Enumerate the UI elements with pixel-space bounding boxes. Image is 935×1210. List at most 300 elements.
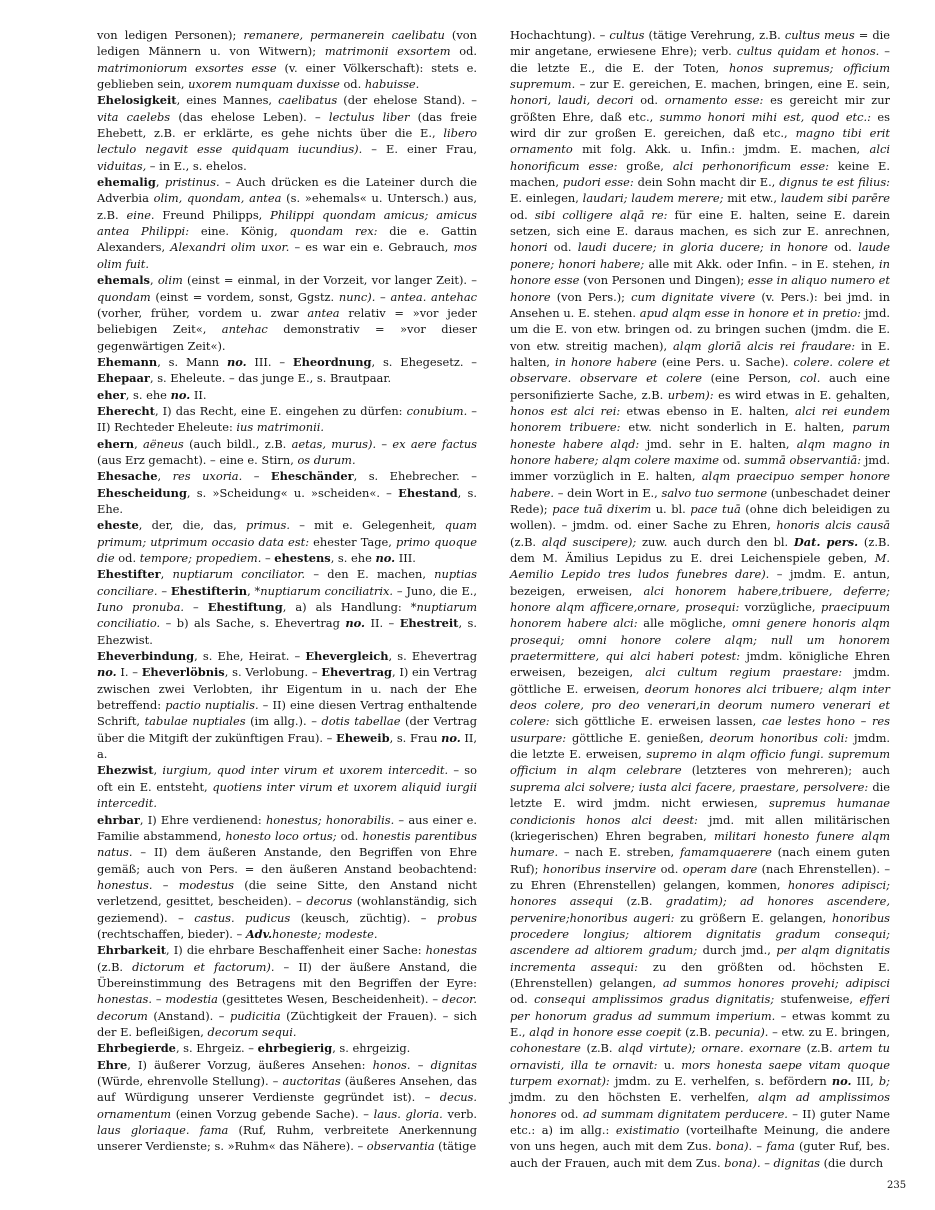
entry-text-run: honori, laudi, decori xyxy=(510,93,634,108)
entry-text-run: aetas, murus). xyxy=(291,436,377,451)
entry-text-run: ehestens xyxy=(274,551,331,565)
entry-text-run: , I) das Recht, eine E. eingehen zu dürfen: xyxy=(154,403,407,418)
entry-text-run: honori xyxy=(510,240,548,255)
entry-text-run: (der Vertrag über die Mitgift der zukünftigen Frau). – xyxy=(97,714,477,745)
entry-text-run: (Würde, ehrenvolle Stellung). – xyxy=(97,1074,283,1088)
entry-text-run: (einst = vordem, sonst, Ggstz. xyxy=(150,289,339,304)
entry-text-run: honos supremus; officium supremum. xyxy=(510,60,891,92)
entry-text-run: (v. einer Völkerschaft): stets e. geblieben sein, xyxy=(97,60,477,92)
entry-text-run: – xyxy=(760,1155,774,1170)
entry-text-run: alqm gloriā alcis rei fraudare: xyxy=(673,338,856,353)
entry-text-run: Ehesache xyxy=(97,469,158,484)
entry-text-run: – II) dem äußeren Anstande, den Begriffen von Ehre gemäß; auch von Pers. = den äußeren Anstand beobachtend: xyxy=(97,845,477,876)
entry-text-run: honoris alcis causā xyxy=(776,518,890,533)
entry-text-run: , s. Ehe. xyxy=(97,485,477,516)
entry-text-run: antea xyxy=(307,305,340,320)
entry-text-run: sich göttliche E. erweisen lassen, xyxy=(549,714,762,729)
entry-text-run: , xyxy=(134,436,143,451)
entry-text-run: – xyxy=(151,992,166,1007)
entry-text-run: laudem sibi parēre xyxy=(780,191,890,206)
entry-text-run: (auch bildl., z.B. xyxy=(183,436,292,451)
entry-text-run: alqm ad amplissimos honores xyxy=(510,1090,890,1121)
entry-text-run: ad summam dignitatem perducere. xyxy=(582,1106,788,1121)
entry-text-run: od. xyxy=(510,207,535,222)
entry-text-run: laus. gloria. xyxy=(373,1106,443,1121)
entry-text-run: caelibatus xyxy=(278,93,338,108)
entry-text-run: quotiens inter virum et uxorem aliquid iurgii intercedit. xyxy=(97,779,477,811)
entry-text-run: ehern xyxy=(97,436,135,451)
entry-text-run: Ehre xyxy=(97,1057,128,1072)
entry-text-run: – xyxy=(410,1057,431,1072)
entry-text-run: gradatim); ad honores ascendere, pervenire;honoribus augeri: xyxy=(510,894,890,925)
entry-text-run: Ehevertrag xyxy=(321,665,392,680)
entry-text-run: – Juno, die E., xyxy=(393,583,478,598)
entry-text-run: nuptiarum conciliatio. xyxy=(97,600,477,631)
entry-text-run: pace tuā xyxy=(690,501,741,516)
entry-text-run: , s. Ehegesetz. – xyxy=(371,354,477,369)
entry-text-run: , s. »Scheidung« u. »scheiden«. – xyxy=(186,485,399,500)
entry-text-run: etw. nicht sonderlich in E. halten, xyxy=(620,420,853,435)
entry-text-run: III. – xyxy=(246,354,293,369)
entry-text-run: castus. pudicus xyxy=(194,910,291,925)
entry-text-run: sibi colligere alqā re: xyxy=(534,207,668,222)
entry-text-run: alqm praecipuo semper honore habere. xyxy=(510,469,890,500)
entry-text-run: (Ruf, Ruhm, verbreitete Anerkennung unserer Verdienste; s. »Ruhm« das Nähere). – xyxy=(97,1123,477,1154)
entry-text-run: , s. Ehevertrag xyxy=(388,649,477,664)
entry-text-run: alci perhonorificum esse: xyxy=(672,158,829,173)
entry-text-run: (aus Erz gemacht). – eine e. Stirn, xyxy=(97,452,298,467)
entry-text-run: lectulus liber xyxy=(328,109,410,124)
entry-text-run: , s. ehe xyxy=(330,551,376,565)
entry-text-run: alci honorificum esse: xyxy=(510,142,890,173)
entry-text-run: decus. ornamentum xyxy=(97,1090,477,1121)
entry-text-run: (das ehelose Leben). – xyxy=(170,109,329,124)
entry-text-run: (z.B. xyxy=(97,959,133,974)
entry-text-run: jmdm. die letzte E. erweisen, xyxy=(510,730,891,762)
dictionary-entry xyxy=(97,1040,477,1056)
entry-text-run: (Anstand). – xyxy=(147,1008,231,1023)
entry-text-run: (von ledigen Männern u. von Witwern); xyxy=(97,28,477,59)
entry-text-run: , xyxy=(153,763,163,778)
dictionary-entry xyxy=(97,942,477,1040)
entry-text-run: alle mit Akk. oder Infin. – in E. stehen, xyxy=(644,256,880,271)
entry-text-run: Eheweib xyxy=(336,730,390,745)
entry-text-run: honestas. xyxy=(97,992,152,1007)
entry-text-run: vita caelebs xyxy=(97,109,171,124)
entry-text-run: cae lestes hono – res usurpare: xyxy=(510,714,890,745)
entry-text-run: , s. Ehezwist. xyxy=(97,616,477,647)
entry-text-run: – xyxy=(152,877,179,892)
entry-text-run: (s. »ehemals« u. Untersch.) aus, z.B. xyxy=(97,191,477,222)
entry-text-run: os durum. xyxy=(297,452,356,467)
entry-text-run: Alexandri olim uxor. xyxy=(170,240,290,255)
dictionary-entry xyxy=(97,174,477,272)
entry-text-run: III. xyxy=(395,551,416,565)
entry-text-run: dotis tabellae xyxy=(321,714,401,729)
entry-text-run: – xyxy=(375,289,391,304)
entry-text-run: od. xyxy=(510,992,535,1007)
entry-text-run: es wird dir zur großen E. gereichen, daß etc., xyxy=(510,109,890,141)
entry-text-run: fama xyxy=(766,1139,795,1154)
dictionary-entry xyxy=(97,436,477,469)
entry-text-run: eheste xyxy=(97,518,139,533)
entry-text-run: cum dignitate vivere xyxy=(631,289,756,304)
entry-text-run: Ehestiftung xyxy=(207,600,283,615)
entry-text-run: – xyxy=(242,469,271,484)
entry-text-run: , der, die, das, xyxy=(138,518,246,533)
entry-text-run: durch jmd., xyxy=(697,943,777,958)
entry-text-run: no. xyxy=(375,551,396,565)
entry-text-run: – b) als Sache, s. Ehevertrag xyxy=(160,616,346,631)
entry-text-run: operam dare xyxy=(682,861,758,876)
entry-text-run: verb. xyxy=(442,1106,478,1121)
entry-text-run: no. xyxy=(831,1074,852,1088)
entry-text-run: ehrbegierig xyxy=(257,1041,333,1056)
entry-text-run: pristinus. xyxy=(165,175,220,190)
entry-text-run: decorum sequi. xyxy=(207,1024,297,1039)
entry-text-run: – den E. machen, xyxy=(305,567,435,582)
entry-text-run: summo honori mihi est, quod etc.: xyxy=(659,109,871,124)
entry-text-run: ad summos honores provehi; adipisci xyxy=(662,975,890,990)
entry-text-run: Ehestifterin xyxy=(170,583,248,598)
entry-text-run: urbem): xyxy=(667,387,714,402)
entry-text-run: no. xyxy=(345,616,366,631)
entry-text-run: , xyxy=(160,567,173,582)
entry-text-run: od. xyxy=(656,861,683,876)
entry-text-run: – etw. zu E. bringen, xyxy=(768,1024,890,1039)
entry-text-run: bona). xyxy=(724,1155,761,1170)
entry-text-run: viduitas, xyxy=(97,158,147,173)
entry-text-run: res uxoria. xyxy=(172,469,243,484)
entry-text-run: dignitas xyxy=(430,1057,478,1072)
entry-text-run: libero lectulo negavit esse quidquam iucundius). xyxy=(97,126,477,157)
entry-text-run: (eine Pers. u. Sache). xyxy=(656,354,794,369)
entry-text-run: honoribus inservire xyxy=(542,861,657,876)
entry-text-run: remanere, permanerein caelibatu xyxy=(243,28,445,42)
entry-text-run: honestis parentibus natus. xyxy=(97,828,477,860)
dictionary-entry xyxy=(97,387,477,403)
entry-text-run: u. xyxy=(657,1057,682,1072)
entry-text-run: jmd. mit allen militärischen (kriegerischen) Ehren begraben, xyxy=(510,812,890,843)
entry-text-run: demonstrativ = »vor dieser gegenwärtigen Zeit«). xyxy=(97,322,477,353)
entry-text-run: mos olim fuit. xyxy=(97,240,477,271)
entry-text-run: (die seine Sitte, den Anstand nicht verletzend, gesittet, bescheiden). – xyxy=(97,877,477,909)
entry-text-run: no. xyxy=(97,665,117,680)
entry-text-run: es gereicht mir zur größten Ehre, daß etc., xyxy=(510,93,890,124)
entry-text-run: (v. Pers.): bei jmd. in Ansehen u. E. stehen. xyxy=(510,289,890,320)
dictionary-entry xyxy=(97,468,477,517)
entry-text-run: decor. decorum xyxy=(97,992,477,1023)
entry-text-run: eine. xyxy=(126,207,155,222)
entry-text-run: laude ponere; honori habere; xyxy=(510,240,890,271)
entry-text-run: auch eine personifizierte Sache, z.B. xyxy=(510,371,890,402)
entry-text-run: auctoritas xyxy=(282,1074,341,1088)
entry-text-run: pudori esse: xyxy=(562,175,634,190)
entry-text-run: ornare. exornare xyxy=(701,1041,801,1056)
entry-text-run: dictorum et factorum). xyxy=(132,959,275,974)
entry-text-run: parum honeste habere alqd: xyxy=(510,420,891,451)
entry-text-run: alci cultum regium praestare: xyxy=(645,665,843,680)
entry-text-run: (rechtschaffen, bieder). – xyxy=(97,926,246,941)
entry-text-run: od. xyxy=(719,452,745,467)
entry-text-run: , a) als Handlung: * xyxy=(282,600,417,615)
entry-text-run: , s. Verlobung. – xyxy=(224,665,322,680)
entry-text-run: Hochachtung). – xyxy=(510,28,610,42)
entry-text-run: stufenweise, xyxy=(774,992,860,1007)
entry-text-run: , eines Mannes, xyxy=(176,93,279,108)
entry-text-run: Eherecht xyxy=(97,403,155,418)
right-column xyxy=(510,27,890,1171)
entry-text-run: laudi ducere; in gloria ducere; in honore xyxy=(577,240,828,255)
entry-text-run: Dat. pers. xyxy=(793,534,859,549)
entry-text-run: Eheschänder xyxy=(270,469,354,484)
entry-text-run: göttliche E. genießen, xyxy=(566,730,710,745)
entry-text-run: cohonestare xyxy=(510,1041,581,1056)
entry-text-run: od. xyxy=(827,240,859,255)
entry-text-run: consequi amplissimos gradus dignitatis; xyxy=(534,992,775,1007)
entry-text-run: Adv. xyxy=(245,926,273,941)
entry-text-run: jmdm. zu den höchsten E. verhelfen, xyxy=(510,1090,759,1105)
entry-text-run: quam primum; utprimum occasio data est: xyxy=(97,518,477,549)
entry-text-run: ehemals xyxy=(97,273,150,288)
entry-text-run: jmdm. göttliche E. erweisen, xyxy=(510,665,891,696)
entry-text-run: decorus xyxy=(306,894,353,909)
entry-text-run: zuw. auch durch den bl. xyxy=(636,534,794,549)
entry-text-run: Ehevergleich xyxy=(305,649,389,664)
entry-text-run: antehac xyxy=(221,322,268,337)
entry-text-run: (guter Ruf, bes. auch der Frauen, auch mit dem Zus. xyxy=(510,1139,890,1170)
entry-text-run: existimatio xyxy=(615,1123,680,1138)
entry-text-run: suprema alci solvere; iusta alci facere, praestare, persolvere: xyxy=(510,779,869,794)
entry-text-run: Ehrbegierde xyxy=(97,1041,176,1056)
entry-text-run: per alqm dignitatis incrementa assequi: xyxy=(510,943,890,974)
entry-text-run: honores adipisci; honores assequi xyxy=(510,877,891,909)
entry-text-run: deorum honores alci tribuere; alqm inter deos colere, pro deo venerari,in deorum numero venerari et colere: xyxy=(510,681,890,729)
entry-text-run: , I) ein Vertrag zwischen zwei Verlobten, ihr Eigentum in u. nach der Ehe betreffend: xyxy=(97,665,477,713)
entry-text-run: große, xyxy=(617,158,673,173)
entry-text-run: od. xyxy=(339,77,365,92)
entry-text-run: etwas ebenso in E. halten, xyxy=(620,403,796,418)
entry-text-run: militari honesto funere alqm humare. xyxy=(510,828,890,860)
entry-text-run: observantia xyxy=(366,1139,435,1154)
entry-text-run: , xyxy=(155,175,166,190)
entry-text-run: od. xyxy=(450,44,478,59)
entry-text-run: , s. Mann xyxy=(157,354,227,369)
entry-text-run: alqd suscipere); xyxy=(541,534,637,549)
entry-text-run: – in E., s. ehelos. xyxy=(146,158,247,173)
entry-text-run: (äußeres Ansehen, das auf Würdigung unserer Verdienste gegründet ist). – xyxy=(97,1074,477,1105)
entry-text-run: (unbeschadet deiner Rede); xyxy=(510,485,890,516)
entry-text-run: – dein Wort in E., xyxy=(553,485,662,500)
entry-text-run: ehester Tage, xyxy=(309,534,396,549)
entry-text-run: (keusch, züchtig). – xyxy=(290,910,437,925)
entry-text-run: Freund Philipps, xyxy=(154,207,271,222)
entry-text-run: , I) Ehre verdienend: xyxy=(139,812,266,827)
entry-text-run: von ledigen Personen); xyxy=(97,28,244,42)
entry-text-run: , xyxy=(149,273,158,288)
entry-text-run: antea. antehac xyxy=(390,289,477,304)
entry-text-run: – xyxy=(157,583,171,598)
entry-text-run: honoribus procedere longius; altiorem dignitatis gradum consequi; ascendere ad altiorem gradum; xyxy=(510,910,890,958)
entry-text-run: (wohlanständig, sich geziemend). – xyxy=(97,894,478,925)
entry-text-run: (Züchtigkeit der Frauen). – sich der E. befleißigen, xyxy=(97,1008,477,1039)
entry-text-run: M. Aemilio Lepido tres ludos funebres dare). xyxy=(510,551,890,582)
entry-text-run: E. einlegen, xyxy=(510,191,583,206)
entry-text-run: od. xyxy=(556,1106,583,1121)
entry-text-run: Ehrbarkeit xyxy=(97,943,167,958)
entry-text-run: laudari; laudem merere; xyxy=(582,191,724,206)
entry-text-run: ex aere factus xyxy=(392,436,478,451)
entry-text-run: tempore; propediem. xyxy=(139,551,262,565)
entry-text-run: , s. Ehebrecher. – xyxy=(353,469,477,484)
entry-text-run: deorum honoribus coli: xyxy=(709,730,849,745)
entry-text-run: für eine E. halten, seine E. darein setzen, sich eine E. daraus machen, es sich zur E. anrechnen, xyxy=(510,207,890,239)
entry-text-run: conubium. xyxy=(406,403,468,418)
entry-text-run: colere. colere et observare. observare et colere xyxy=(510,354,891,386)
entry-text-run: Philippi quondam amicus; amicus antea Philippi: xyxy=(97,207,477,239)
entry-text-run: alqd virtute); xyxy=(618,1041,696,1056)
entry-text-run: (im allg.). – xyxy=(245,714,322,729)
entry-text-run: – xyxy=(752,1139,767,1154)
entry-text-run: – xyxy=(376,436,393,451)
entry-text-run: in E. halten, xyxy=(510,338,890,369)
entry-text-run: (einen Vorzug gebende Sache). – xyxy=(171,1106,374,1121)
entry-text-run: famamquaerere xyxy=(679,845,772,860)
entry-text-run: iurgium, quod inter virum et uxorem intercedit. xyxy=(162,763,449,778)
dictionary-entry xyxy=(510,27,890,1171)
entry-text-run: salvo tuo sermone xyxy=(661,485,768,500)
entry-text-run: apud alqm esse in honore et in pretio: xyxy=(639,305,861,320)
entry-text-run: dignitas xyxy=(773,1155,820,1170)
entry-text-run: omni genere honoris alqm prosequi; omni honore colere alqm; null um honorem praetermittere, qui alci haberi potest: xyxy=(510,616,890,664)
entry-text-run: – die letzte E., die E. der Toten, xyxy=(510,44,891,75)
entry-text-run: (nach Ehrenstellen). – zu Ehren (Ehrenstellen) gelangen, kommen, xyxy=(510,861,891,892)
entry-text-run: ehemalig xyxy=(97,175,156,190)
entry-text-run: quondam rex: xyxy=(289,224,378,239)
dictionary-entry xyxy=(97,272,477,354)
entry-text-run: Ehestand xyxy=(398,485,458,500)
entry-text-run: , s. Ehe, Heirat. – xyxy=(194,649,306,664)
entry-text-run: pecunia). xyxy=(714,1024,769,1039)
entry-text-run: , s. ehe xyxy=(125,387,171,402)
entry-text-run: II. xyxy=(190,387,207,402)
entry-text-run: eher xyxy=(97,387,126,402)
entry-text-run: honos. xyxy=(372,1057,411,1072)
entry-text-run: dein Sohn macht dir E., xyxy=(633,175,780,190)
entry-text-run: – etwas kommt zu E., xyxy=(510,1008,890,1039)
entry-text-run: Ehelosigkeit xyxy=(97,93,177,108)
entry-text-run: probus xyxy=(436,910,478,925)
entry-text-run: relativ = »vor jeder beliebigen Zeit«, xyxy=(97,305,477,337)
entry-text-run: honestus; honorabilis. xyxy=(265,812,395,827)
entry-text-run: od. xyxy=(633,93,665,108)
entry-text-run: (nach einem guten Ruf); xyxy=(510,845,890,876)
entry-text-run: od. xyxy=(114,551,140,565)
entry-text-run: no. xyxy=(441,730,461,745)
dictionary-entry xyxy=(97,27,477,92)
entry-text-run: (von Personen und Dingen); xyxy=(579,273,748,288)
entry-text-run: , s. Ehrgeiz. – xyxy=(175,1041,258,1056)
entry-text-run: (eine Person, xyxy=(701,371,800,386)
entry-text-run: (von Pers.); xyxy=(550,289,632,304)
entry-text-run: (z.B. xyxy=(613,894,666,909)
entry-text-run: – xyxy=(261,551,275,565)
entry-text-run: matrimonii exsortem xyxy=(324,44,451,59)
entry-text-run: summā observantiā: xyxy=(744,452,862,467)
entry-text-run: Eheordnung xyxy=(292,354,372,369)
entry-text-run: nuptiarum conciliatrix. xyxy=(260,583,394,598)
entry-text-run: – aus einer e. Familie abstammend, xyxy=(97,812,477,843)
entry-text-run: nuptiarum conciliator. xyxy=(172,567,306,582)
entry-text-run: ehrbar xyxy=(97,812,140,827)
entry-text-run: supremus humanae condicionis honos alci deest: xyxy=(510,796,890,827)
entry-text-run: (die durch xyxy=(819,1155,884,1170)
dictionary-entry xyxy=(97,566,477,648)
entry-text-run: pace tuā dixerim xyxy=(552,501,652,516)
entry-text-run: (z.B. xyxy=(800,1041,839,1056)
entry-text-run: jmdm. königliche Ehren erweisen, bezeigen, xyxy=(510,649,890,680)
entry-text-run: col. xyxy=(799,371,821,386)
entry-text-run: mors honesta saepe vitam quoque turpem exornat): xyxy=(510,1057,890,1088)
entry-text-run: , s. Eheleute. – das junge E., s. Brautpaar. xyxy=(149,371,392,386)
entry-text-run: jmd. immer vorzüglich in E. halten, xyxy=(510,452,890,484)
entry-text-run: = die mir angetane, erwiesene Ehre); verb. xyxy=(510,28,890,59)
entry-text-run: mit etw., xyxy=(723,191,781,206)
entry-text-run: b; xyxy=(878,1074,890,1088)
entry-text-run: supremo in alqm officio fungi. supremum officium in alqm celebrare xyxy=(510,747,890,778)
entry-text-run: , s. ehrgeizig. xyxy=(332,1041,411,1056)
entry-text-run: alci honorem habere,tribuere, deferre; honore alqm afficere,ornare, prosequi: xyxy=(510,583,890,615)
entry-text-run: , xyxy=(157,469,173,484)
entry-text-run: no. xyxy=(170,387,191,402)
entry-text-run: vorzügliche, xyxy=(739,600,821,615)
entry-text-run: – II) eine diesen Vertrag enthaltende Schrift, xyxy=(97,698,477,729)
entry-text-run: no. xyxy=(226,354,247,369)
entry-text-run: Ehestifter xyxy=(97,567,161,582)
entry-text-run: – II) der äußere Anstand, die Übereinstimmung des Betragens mit den Begriffen der Eyre: xyxy=(97,959,477,990)
entry-text-run: nunc). xyxy=(338,289,376,304)
entry-text-run: (tätige xyxy=(434,1139,477,1154)
entry-text-run: uxorem numquam duxisse xyxy=(188,77,340,92)
entry-text-run: dignus te est filius: xyxy=(779,175,891,190)
entry-text-run: primus. xyxy=(245,518,290,533)
entry-text-run: pudicitia xyxy=(230,1008,281,1023)
entry-text-run: od. xyxy=(336,828,363,843)
entry-text-run: Eheverlöbnis xyxy=(141,665,225,680)
entry-text-run: zu den größten od. höchsten E. (Ehrenstellen) gelangen, xyxy=(510,959,890,990)
entry-text-run: alqm magno in honore habere; alqm colere maxime xyxy=(510,436,890,467)
entry-text-run: alle mögliche, xyxy=(637,616,732,631)
entry-text-run: III, xyxy=(851,1074,879,1088)
entry-text-run: modestia xyxy=(165,992,218,1007)
entry-text-run: honestus. xyxy=(97,877,153,892)
entry-text-run: – nach E. streben, xyxy=(558,845,680,860)
entry-text-run: primo quoque die xyxy=(97,534,478,565)
entry-text-run: – zur E. gereichen, E. machen, bringen, eine E. sein, xyxy=(575,77,890,92)
dictionary-entry xyxy=(97,648,477,762)
entry-text-run: Iuno pronuba. xyxy=(97,600,185,615)
entry-text-run: od. xyxy=(547,240,578,255)
entry-text-run: artem tu ornavisti, illa te ornavit: xyxy=(510,1041,890,1072)
entry-text-run: (tätige Verehrung, z.B. xyxy=(644,28,785,42)
entry-text-run: – Auch drücken es die Lateiner durch die Adverbia xyxy=(97,175,478,206)
entry-text-run: (z.B. xyxy=(510,534,542,549)
entry-text-run: modestus xyxy=(178,877,235,892)
entry-text-run: keine E. machen, xyxy=(510,158,890,190)
entry-text-run: eine. König, xyxy=(189,224,290,239)
entry-text-run: zu größern E. gelangen, xyxy=(674,910,833,925)
entry-text-run: magno tibi erit ornamento xyxy=(510,126,890,157)
